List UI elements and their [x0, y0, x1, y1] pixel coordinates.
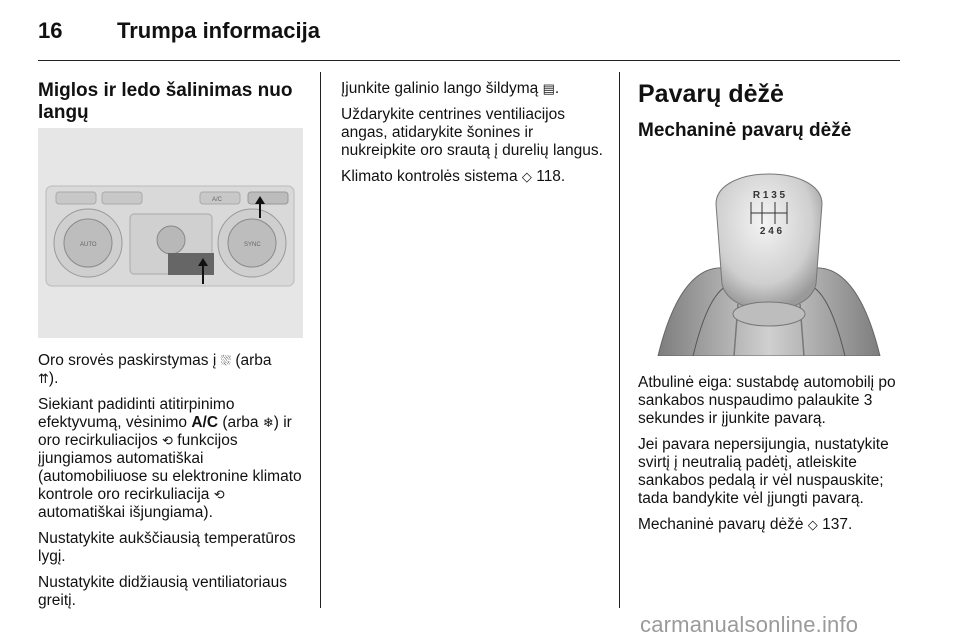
text: ). [48, 370, 59, 387]
reference-arrow-icon: ◇ [807, 517, 818, 532]
auto-label: AUTO [80, 242, 97, 248]
sync-label: SYNC [244, 242, 261, 248]
gear-knob-illustration [638, 144, 900, 356]
section-heading: Miglos ir ledo šalinimas nuo langų [38, 80, 293, 123]
page-number: 16 [38, 18, 63, 43]
paragraph: Nustatykite aukščiausią temperatūros lygį. [38, 530, 296, 565]
text: Mechaninė pavarų dėžė [638, 516, 804, 533]
text: ) ir oro recirkuliacijos [38, 414, 292, 449]
paragraph: Uždarykite centrines ventiliacijos angas, atidarykite šonines ir nukreipkite oro srautą į durelių langus. [341, 106, 603, 159]
ac-symbol: A/C [191, 414, 219, 431]
column-2 [341, 80, 603, 194]
column-1-body [38, 352, 308, 618]
gear-knob-figure [638, 144, 900, 356]
text: (arba [235, 352, 272, 369]
paragraph: Atbulinė eiga: sustabdę automobilį po sankabos nuspaudimo palaukite 3 sekundes ir įjunkite pavarą. [638, 374, 896, 427]
text: Siekiant padidinti atitirpinimo efektyvumą, vėsinimo [38, 396, 235, 431]
paragraph [38, 352, 308, 388]
column-1 [38, 80, 306, 124]
watermark[interactable]: carmanualsonline.info [640, 612, 859, 637]
gear-pattern-bottom: 2 4 6 [759, 226, 783, 237]
gear-pattern-top: R 1 3 5 [752, 190, 786, 201]
column-divider [619, 72, 620, 608]
reference-arrow-icon: ◇ [521, 169, 532, 184]
page-title: Trumpa informacija [117, 18, 320, 43]
windscreen-airflow-icon: ⛆ [220, 353, 232, 368]
defrost-icon: ⇈ [38, 371, 49, 386]
paragraph: Įjunkite galinio lango šildymą ▤. [341, 80, 560, 97]
paragraph: Nustatykite didžiausią ventiliatoriaus greitį. [38, 574, 287, 609]
climate-control-figure [38, 128, 303, 338]
text: funkcijos įjungiamos automatiškai (automobiliuose su elektronine klimato kontrole oro recirkuliacija [38, 432, 302, 503]
text: Klimato kontrolės sistema [341, 168, 518, 185]
ac-label: A/C [212, 197, 223, 203]
section-heading: Pavarų dėžė [638, 80, 784, 108]
paragraph [38, 396, 308, 522]
header-rule [38, 60, 900, 61]
subsection-heading: Mechaninė pavarų dėžė [638, 120, 852, 141]
rear-window-heating-icon: ▤ [542, 81, 555, 96]
page-reference: 118. [536, 168, 566, 185]
snowflake-icon: ❄ [262, 415, 274, 430]
recirculation-icon: ⟲ [213, 487, 225, 502]
column-3-body [638, 374, 906, 542]
column-3 [638, 80, 903, 142]
text: Įjunkite galinio lango šildymą [341, 80, 539, 97]
text: automatiškai išjungiama). [38, 504, 213, 521]
paragraph [341, 168, 603, 186]
column-divider [320, 72, 321, 608]
recirculation-icon: ⟲ [162, 433, 173, 448]
climate-panel-illustration [38, 128, 303, 338]
page-reference: 137. [822, 516, 853, 533]
text: Oro srovės paskirstymas į [38, 352, 217, 369]
paragraph [638, 516, 906, 534]
text: (arba [222, 414, 259, 431]
paragraph: Jei pavara nepersijungia, nustatykite svirtį į neutralią padėtį, atleiskite sankabos pedalą ir vėl nuspauskite; tada bandykite vėl įjungti pavarą. [638, 436, 889, 507]
